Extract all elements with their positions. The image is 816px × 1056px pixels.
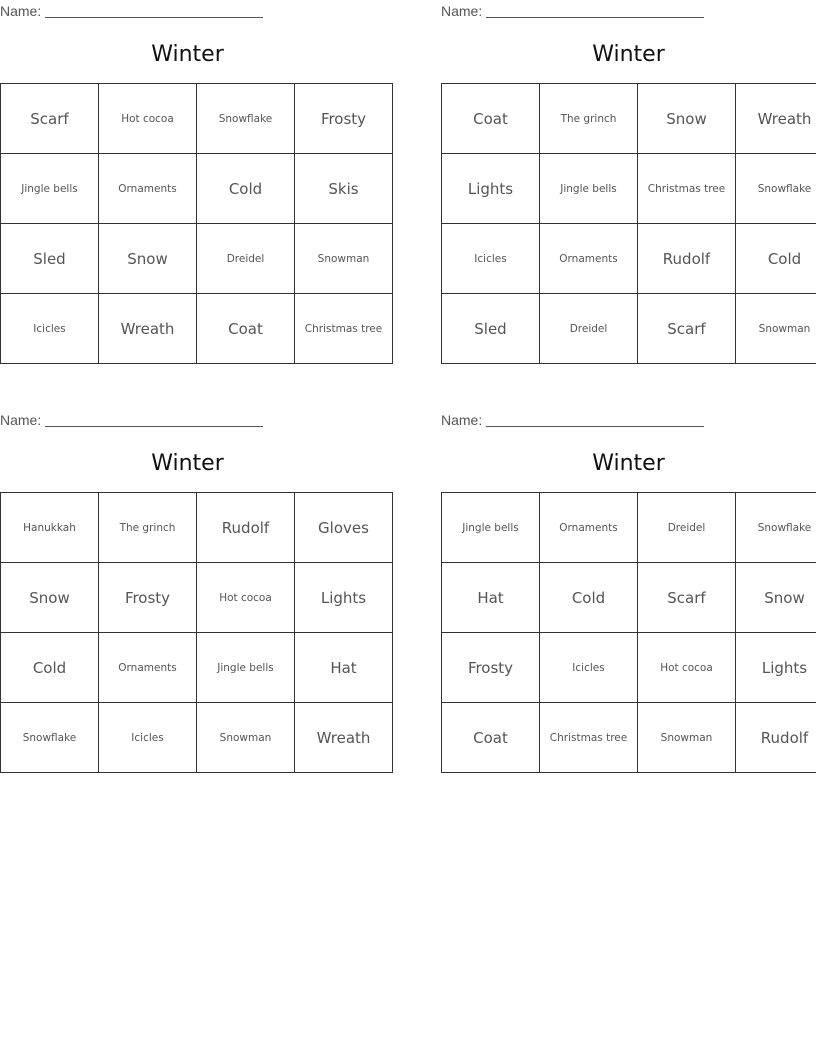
grid-cell: Hanukkah bbox=[1, 493, 99, 563]
grid-cell: Jingle bells bbox=[442, 493, 540, 563]
grid-cell: Rudolf bbox=[197, 493, 295, 563]
grid-cell: Coat bbox=[442, 703, 540, 773]
grid-cell: Snow bbox=[1, 563, 99, 633]
grid-row bbox=[1, 294, 393, 364]
grid-row bbox=[1, 493, 393, 563]
name-field bbox=[0, 411, 264, 429]
grid-row bbox=[1, 154, 393, 224]
grid-row bbox=[1, 633, 393, 703]
grid-cell: Cold bbox=[1, 633, 99, 703]
grid-cell: Christmas tree bbox=[540, 703, 638, 773]
grid-row bbox=[1, 703, 393, 773]
grid-row bbox=[1, 224, 393, 294]
grid-cell: Snow bbox=[99, 224, 197, 294]
bingo-card bbox=[441, 0, 816, 365]
grid-row bbox=[442, 493, 816, 563]
grid-cell: Frosty bbox=[295, 84, 393, 154]
grid-cell: Ornaments bbox=[540, 493, 638, 563]
grid-row bbox=[442, 154, 816, 224]
grid-cell: Lights bbox=[736, 633, 816, 703]
grid-cell: Icicles bbox=[1, 294, 99, 364]
grid-cell: Icicles bbox=[540, 633, 638, 703]
grid-cell: Wreath bbox=[99, 294, 197, 364]
grid-cell: Snowman bbox=[638, 703, 736, 773]
name-blank-line bbox=[45, 411, 263, 427]
grid-row bbox=[442, 294, 816, 364]
grid-cell: Ornaments bbox=[99, 633, 197, 703]
grid-row bbox=[442, 224, 816, 294]
grid-cell: Icicles bbox=[442, 224, 540, 294]
grid-row bbox=[442, 84, 816, 154]
name-label: Name: bbox=[441, 3, 483, 19]
bingo-grid bbox=[0, 492, 393, 773]
grid-cell: The grinch bbox=[540, 84, 638, 154]
card-title: Winter bbox=[592, 42, 665, 67]
grid-cell: Sled bbox=[442, 294, 540, 364]
grid-cell: Scarf bbox=[638, 294, 736, 364]
grid-cell: Hot cocoa bbox=[99, 84, 197, 154]
name-field bbox=[441, 2, 705, 20]
grid-cell: Skis bbox=[295, 154, 393, 224]
grid-cell: Snowflake bbox=[197, 84, 295, 154]
name-label: Name: bbox=[441, 412, 483, 428]
grid-row bbox=[442, 563, 816, 633]
grid-cell: Frosty bbox=[99, 563, 197, 633]
bingo-grid bbox=[0, 83, 393, 364]
grid-cell: Christmas tree bbox=[638, 154, 736, 224]
grid-cell: Ornaments bbox=[540, 224, 638, 294]
grid-cell: Dreidel bbox=[197, 224, 295, 294]
grid-cell: Cold bbox=[736, 224, 816, 294]
grid-cell: Cold bbox=[197, 154, 295, 224]
grid-cell: Frosty bbox=[442, 633, 540, 703]
grid-cell: Gloves bbox=[295, 493, 393, 563]
name-label: Name: bbox=[0, 412, 42, 428]
grid-cell: Scarf bbox=[638, 563, 736, 633]
grid-cell: Rudolf bbox=[736, 703, 816, 773]
grid-cell: Jingle bells bbox=[197, 633, 295, 703]
grid-cell: Cold bbox=[540, 563, 638, 633]
card-title: Winter bbox=[592, 451, 665, 476]
grid-cell: Christmas tree bbox=[295, 294, 393, 364]
grid-cell: The grinch bbox=[99, 493, 197, 563]
grid-cell: Snowman bbox=[295, 224, 393, 294]
grid-row bbox=[442, 703, 816, 773]
grid-cell: Snowman bbox=[736, 294, 816, 364]
bingo-grid bbox=[441, 492, 816, 773]
grid-cell: Hot cocoa bbox=[197, 563, 295, 633]
name-label: Name: bbox=[0, 3, 42, 19]
grid-cell: Snow bbox=[736, 563, 816, 633]
grid-cell: Lights bbox=[442, 154, 540, 224]
grid-cell: Lights bbox=[295, 563, 393, 633]
grid-cell: Coat bbox=[442, 84, 540, 154]
grid-cell: Snow bbox=[638, 84, 736, 154]
card-title: Winter bbox=[151, 451, 224, 476]
grid-cell: Snowflake bbox=[1, 703, 99, 773]
grid-cell: Snowflake bbox=[736, 154, 816, 224]
grid-row bbox=[1, 84, 393, 154]
grid-cell: Wreath bbox=[736, 84, 816, 154]
grid-cell: Snowman bbox=[197, 703, 295, 773]
bingo-grid bbox=[441, 83, 816, 364]
grid-row bbox=[442, 633, 816, 703]
grid-cell: Hat bbox=[295, 633, 393, 703]
grid-cell: Icicles bbox=[99, 703, 197, 773]
bingo-card bbox=[0, 409, 375, 774]
name-field bbox=[441, 411, 705, 429]
grid-cell: Hat bbox=[442, 563, 540, 633]
card-title: Winter bbox=[151, 42, 224, 67]
grid-cell: Hot cocoa bbox=[638, 633, 736, 703]
name-blank-line bbox=[45, 2, 263, 18]
grid-cell: Coat bbox=[197, 294, 295, 364]
name-blank-line bbox=[486, 411, 704, 427]
grid-cell: Rudolf bbox=[638, 224, 736, 294]
grid-cell: Jingle bells bbox=[1, 154, 99, 224]
name-blank-line bbox=[486, 2, 704, 18]
grid-cell: Wreath bbox=[295, 703, 393, 773]
bingo-card bbox=[0, 0, 383, 365]
name-field bbox=[0, 2, 264, 20]
grid-cell: Scarf bbox=[1, 84, 99, 154]
grid-cell: Dreidel bbox=[638, 493, 736, 563]
grid-cell: Sled bbox=[1, 224, 99, 294]
grid-cell: Jingle bells bbox=[540, 154, 638, 224]
grid-cell: Snowflake bbox=[736, 493, 816, 563]
grid-cell: Ornaments bbox=[99, 154, 197, 224]
grid-row bbox=[1, 563, 393, 633]
grid-cell: Dreidel bbox=[540, 294, 638, 364]
bingo-card bbox=[441, 409, 816, 774]
